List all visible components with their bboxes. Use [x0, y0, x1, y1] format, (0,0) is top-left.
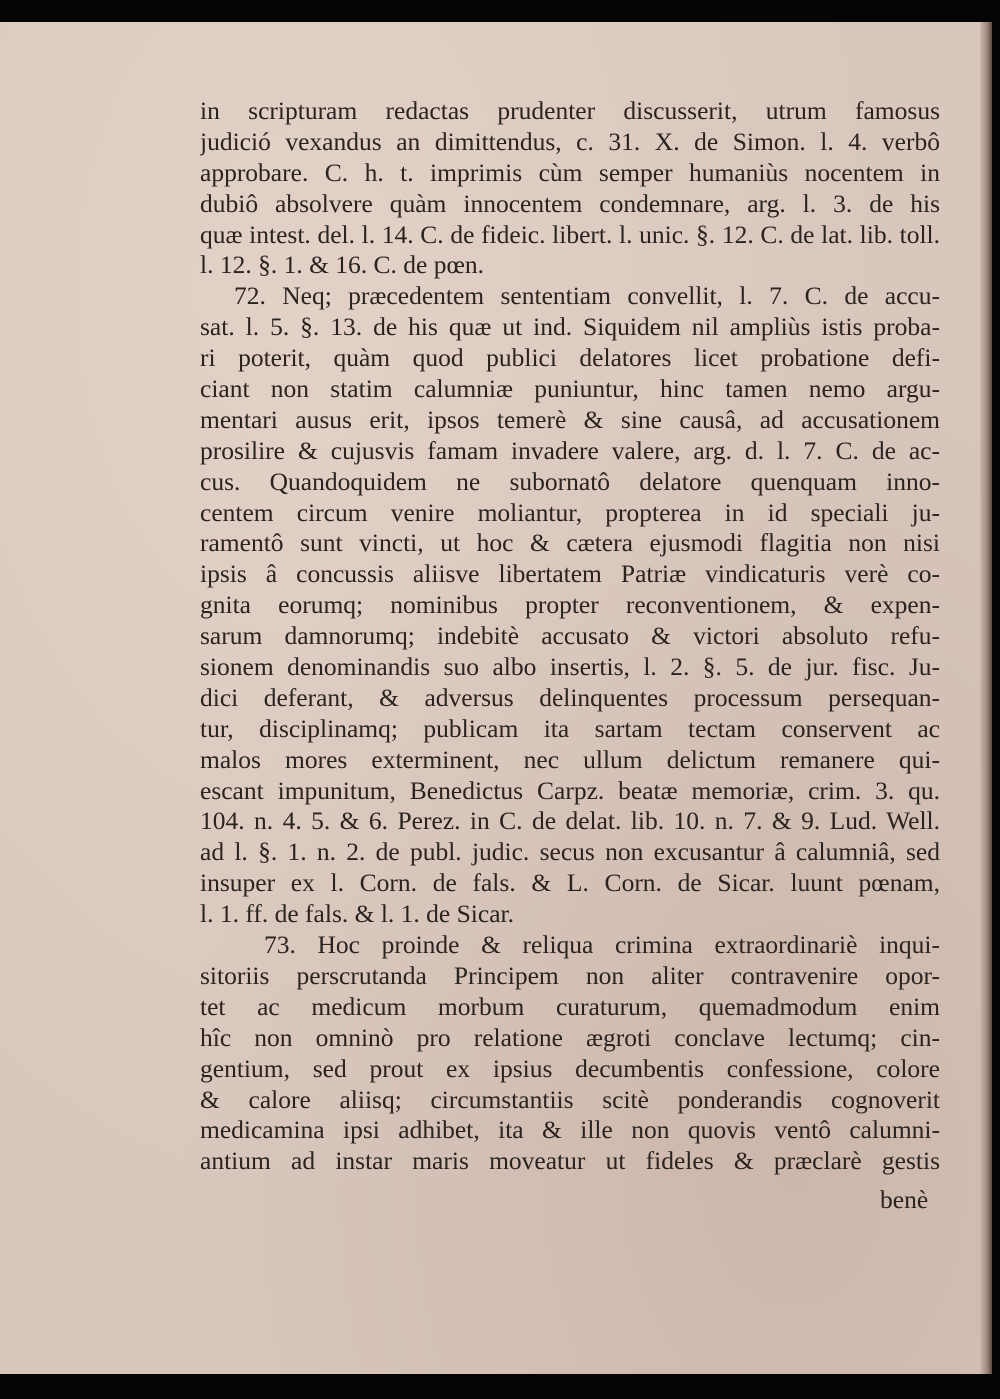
text-line: insuper ex l. Corn. de fals. & L. Corn. de Sicar. luunt pœnam,: [200, 868, 940, 898]
text-line: ciant non statim calumniæ puniuntur, hinc tamen nemo argu-: [200, 374, 940, 404]
text-line: escant impunitum, Benedictus Carpz. beatæ memoriæ, crim. 3. qu.: [200, 775, 940, 805]
text-line: sarum damnorumq; indebitè accusato & victori absoluto refu-: [200, 621, 940, 651]
book-page: [0, 22, 992, 1374]
text-line: l. 12. §. 1. & 16. C. de pœn.: [200, 250, 485, 280]
text-line: antium ad instar maris moveatur ut fideles & præclarè gestis: [200, 1146, 940, 1176]
text-line: ad l. §. 1. n. 2. de publ. judic. secus non excusantur â calumniâ, sed: [200, 837, 940, 867]
text-line: sionem denominandis suo albo insertis, l. 2. §. 5. de jur. fisc. Ju-: [200, 652, 940, 682]
text-line: 73. Hoc proinde & reliqua crimina extraordinariè inqui-: [264, 930, 940, 960]
text-line: tet ac medicum morbum curaturum, quemadmodum enim: [200, 991, 940, 1021]
text-line: malos mores exterminent, nec ullum delictum remanere qui-: [200, 744, 940, 774]
text-line: hîc non omninò pro relatione ægroti conclave lectumq; cin-: [200, 1022, 940, 1052]
page-edge: [980, 22, 992, 1374]
text-line: quæ intest. del. l. 14. C. de fideic. libert. l. unic. §. 12. C. de lat. lib. toll.: [200, 219, 940, 249]
text-line: 72. Neq; præcedentem sententiam convellit, l. 7. C. de accu-: [234, 281, 940, 311]
text-line: prosilire & cujusvis famam invadere valere, arg. d. l. 7. C. de ac-: [200, 435, 940, 465]
text-line: 104. n. 4. 5. & 6. Perez. in C. de delat. lib. 10. n. 7. & 9. Lud. Well.: [200, 806, 940, 836]
text-line: dubiô absolvere quàm innocentem condemnare, arg. l. 3. de his: [200, 188, 940, 218]
text-line: cus. Quandoquidem ne subornatô delatore quenquam inno-: [200, 466, 940, 496]
text-line: l. 1. ff. de fals. & l. 1. de Sicar.: [200, 899, 514, 929]
text-line: gentium, sed prout ex ipsius decumbentis confessione, colore: [200, 1053, 940, 1083]
text-line: sat. l. 5. §. 13. de his quæ ut ind. Siquidem nil ampliùs istis proba-: [200, 312, 940, 342]
body-text: [200, 96, 940, 1177]
text-line: judició vexandus an dimittendus, c. 31. X. de Simon. l. 4. verbô: [200, 126, 940, 156]
text-line: ri poterit, quàm quod publici delatores licet probatione defi-: [200, 343, 940, 373]
text-line: ipsis â concussis aliisve libertatem Patriæ vindicaturis verè co-: [200, 559, 940, 589]
text-line: centem circum venire moliantur, propterea in id speciali ju-: [200, 497, 940, 527]
catchword: benè: [880, 1185, 929, 1214]
text-line: & calore aliisq; circumstantiis scitè ponderandis cognoverit: [200, 1084, 940, 1114]
text-line: dici deferant, & adversus delinquentes processum persequan-: [200, 682, 940, 712]
text-line: gnita eorumq; nominibus propter reconventionem, & expen-: [200, 590, 940, 620]
text-line: sitoriis perscrutanda Principem non aliter contravenire opor-: [200, 960, 940, 990]
text-line: in scripturam redactas prudenter discusserit, utrum famosus: [200, 96, 940, 125]
text-line: medicamina ipsi adhibet, ita & ille non quovis ventô calumni-: [200, 1115, 940, 1145]
text-line: ramentô sunt vincti, ut hoc & cætera ejusmodi flagitia non nisi: [200, 528, 940, 558]
text-line: mentari ausus erit, ipsos temerè & sine causâ, ad accusationem: [200, 404, 940, 434]
text-line: tur, disciplinamq; publicam ita sartam tectam conservent ac: [200, 713, 940, 743]
text-line: approbare. C. h. t. imprimis cùm semper humaniùs nocentem in: [200, 157, 940, 187]
